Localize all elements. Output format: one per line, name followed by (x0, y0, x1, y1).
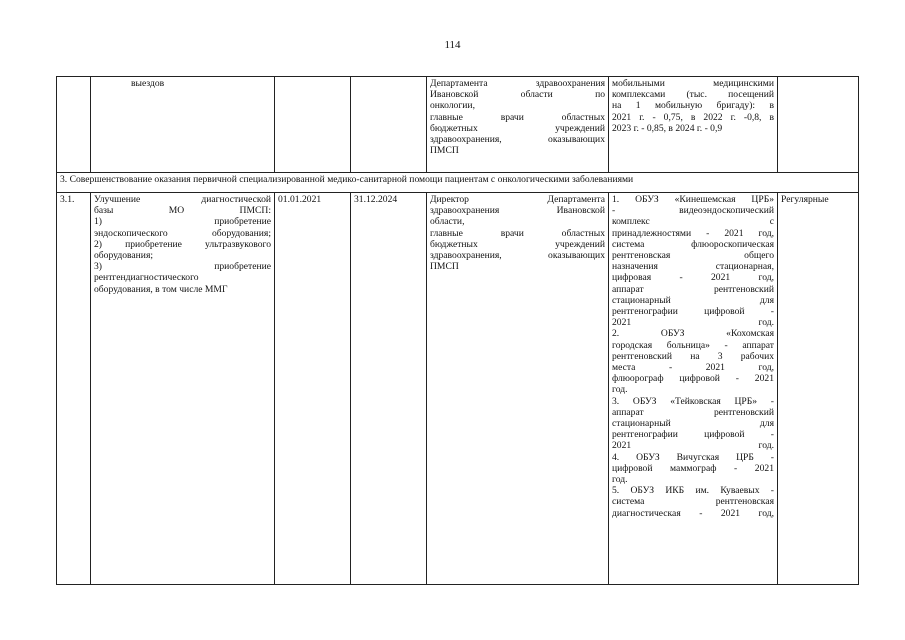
section-heading: 3. Совершенствование оказания первичной специализированной медико-санитарной помощи пациентам с онкологическими заболеваниями (57, 173, 859, 193)
text-line: комплексами (тыс. посещений (612, 89, 774, 101)
text-line: 3. ОБУЗ «Тейковская ЦРБ» - (612, 395, 774, 407)
end-date-cell: 31.12.2024 (351, 193, 427, 585)
text-line: - видеоэндоскопический (612, 205, 774, 217)
text-line: 1. ОБУЗ «Кинешемская ЦРБ» (612, 194, 774, 205)
text-line: места - 2021 год, (612, 362, 774, 374)
text-line: назначения стационарная, (612, 261, 774, 273)
text-line: мобильными медицинскими (612, 78, 774, 89)
text-line: на 1 мобильную бригаду): в (612, 100, 774, 112)
text-line: принадлежностями - 2021 год, (612, 227, 774, 239)
text-line: бюджетных учреждений (430, 122, 605, 134)
text-line: онкологии, (430, 100, 475, 112)
table-row (57, 77, 859, 173)
text-line: флюорограф цифровой - 2021 (612, 373, 774, 385)
text-line: цифровая - 2021 год, (612, 272, 774, 284)
text-line: комплекс с (612, 216, 774, 228)
text-line: главные врачи областных (430, 111, 605, 123)
responsible-cell (427, 77, 609, 173)
text-line: стационарный для (612, 294, 774, 306)
end-date-cell (351, 77, 427, 173)
text-line: ПМСП (430, 145, 459, 157)
text-line: цифровой маммограф - 2021 (612, 462, 774, 474)
page-number: 114 (444, 39, 461, 51)
text-line: Ивановской области по (430, 89, 605, 101)
text-line: год. (612, 474, 628, 486)
text-line: 5. ОБУЗ ИКБ им. Куваевых - (612, 485, 774, 497)
text-line: рентгенографии цифровой - (612, 429, 774, 441)
text-line: стационарный для (612, 418, 774, 430)
text-line: области, (430, 216, 465, 228)
text-line: базы МО ПМСП: (94, 205, 271, 217)
measure-cell: выездов (91, 77, 275, 173)
text-line: 2023 г. - 0,85, в 2024 г. - 0,9 (612, 122, 723, 134)
text-line: главные врачи областных (430, 227, 605, 239)
text-line: бюджетных учреждений (430, 238, 605, 250)
text-line: Директор Департамента (430, 194, 605, 205)
text-line: эндоскопического оборудования; (94, 227, 271, 239)
text-line: здравоохранения Ивановской (430, 205, 605, 217)
table-row (57, 193, 859, 585)
text-line: 2) приобретение ультразвукового (94, 238, 271, 250)
result-cell (609, 193, 778, 585)
text-line: рентгендиагностического (94, 272, 199, 284)
text-line: оборудования; (94, 250, 154, 262)
text-line: 2021 год. (612, 317, 774, 329)
text-line: Департамента здравоохранения (430, 78, 605, 89)
start-date-cell (275, 77, 351, 173)
text-line: оборудования, в том числе ММГ (94, 283, 228, 295)
type-cell: Регулярные (778, 193, 859, 585)
text-line: система рентгеновская (612, 496, 774, 508)
text-line: рентгеновская общего (612, 250, 774, 262)
text-line: 2021 год. (612, 440, 774, 452)
text-line: диагностическая - 2021 год, (612, 507, 774, 519)
text-line: рентгенографии цифровой - (612, 306, 774, 318)
responsible-cell (427, 193, 609, 585)
text-line: 3) приобретение (94, 261, 271, 273)
text-line: система флюороскопическая (612, 238, 774, 250)
text-line: год. (612, 384, 628, 396)
text-line: 4. ОБУЗ Вичугская ЦРБ - (612, 451, 774, 463)
type-cell (778, 77, 859, 173)
text-line: аппарат рентгеновский (612, 406, 774, 418)
measures-table (56, 76, 859, 585)
text-line: аппарат рентгеновский (612, 283, 774, 295)
text-line: 1) приобретение (94, 216, 271, 228)
text-line: здравоохранения, оказывающих (430, 134, 605, 146)
text-line: 2021 г. - 0,75, в 2022 г. -0,8, в (612, 111, 774, 123)
text-line: Улучшение диагностической (94, 194, 271, 205)
start-date-cell: 01.01.2021 (275, 193, 351, 585)
section-heading-row (57, 173, 859, 193)
text-line: здравоохранения, оказывающих (430, 250, 605, 262)
measure-cell (91, 193, 275, 585)
row-number-cell (57, 77, 91, 173)
text-line: городская больница» - аппарат (612, 339, 774, 351)
text-line: рентгеновский на 3 рабочих (612, 350, 774, 362)
text-line: 2. ОБУЗ «Кохомская (612, 328, 774, 340)
text-line: ПМСП (430, 261, 459, 273)
result-cell (609, 77, 778, 173)
row-number-cell: 3.1. (57, 193, 91, 585)
